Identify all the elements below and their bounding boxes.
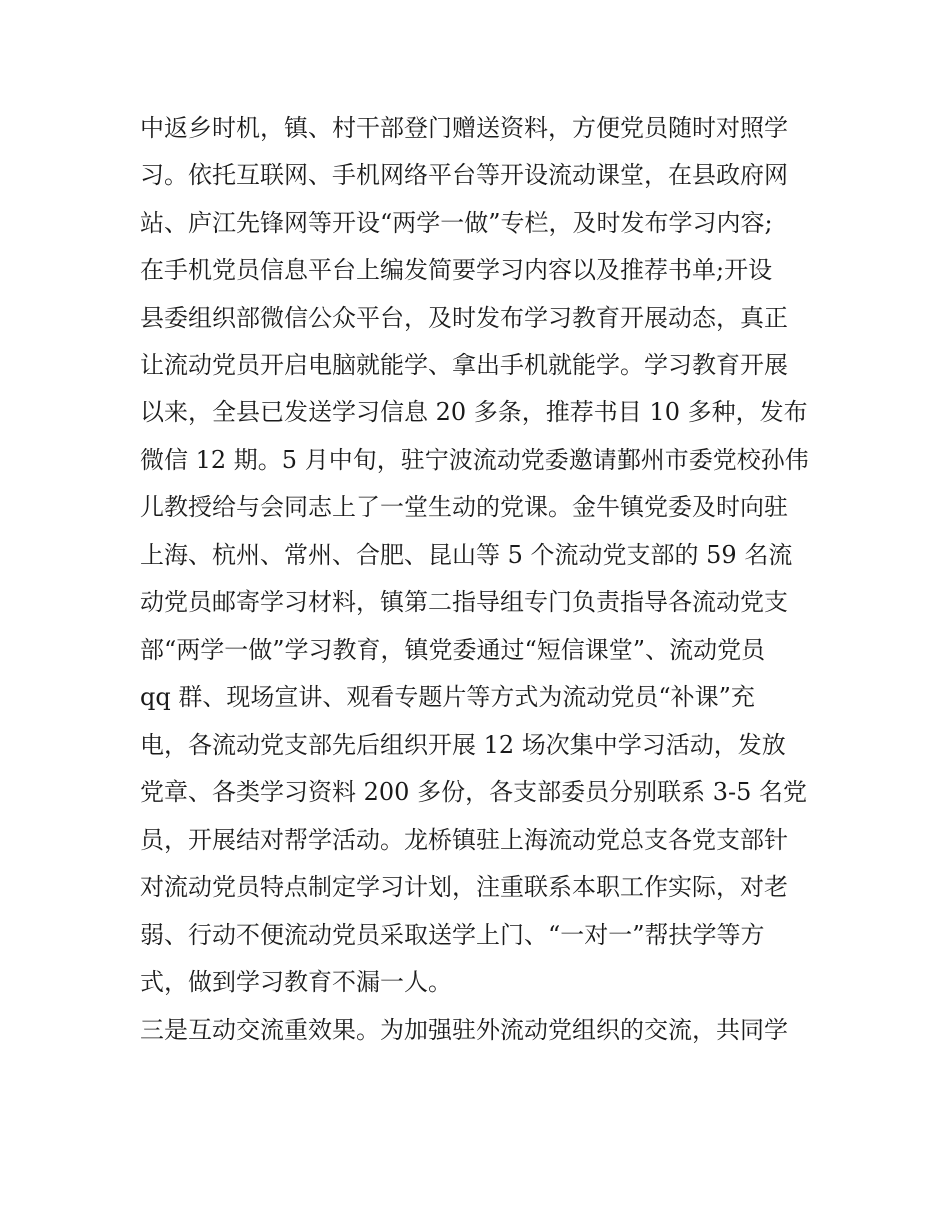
text-line-4: 在手机党员信息平台上编发简要学习内容以及推荐书单;开设 [140,256,773,284]
text-line-18: 弱、行动不便流动党员采取送学上门、“一对一”帮扶学等方 [140,921,765,949]
text-line-19: 式，做到学习教育不漏一人。 [140,968,452,996]
text-line-5: 县委组织部微信公众平台，及时发布学习教育开展动态，真正 [140,304,788,332]
text-line-6: 让流动党员开启电脑就能学、拿出手机就能学。学习教育开展 [140,351,788,379]
text-line-20: 三是互动交流重效果。为加强驻外流动党组织的交流，共同学 [140,1016,788,1044]
text-line-9: 儿教授给与会同志上了一堂生动的党课。金牛镇党委及时向驻 [140,493,788,521]
text-line-16: 员，开展结对帮学活动。龙桥镇驻上海流动党总支各党支部针 [140,826,788,854]
text-line-1: 中返乡时机，镇、村干部登门赠送资料，方便党员随时对照学 [140,114,788,142]
text-line-10: 上海、杭州、常州、合肥、昆山等 5 个流动党支部的 59 名流 [140,541,793,569]
text-line-15: 党章、各类学习资料 200 多份，各支部委员分别联系 3-5 名党 [140,778,807,806]
text-line-13: qq 群、现场宣讲、观看专题片等方式为流动党员“补课”充 [140,683,755,711]
text-line-12: 部“两学一做”学习教育，镇党委通过“短信课堂”、流动党员 [140,636,766,664]
text-line-8: 微信 12 期。5 月中旬，驻宁波流动党委邀请鄞州市委党校孙伟 [140,446,809,474]
text-line-3: 站、庐江先锋网等开设“两学一做”专栏，及时发布学习内容; [140,209,773,237]
text-line-11: 动党员邮寄学习材料，镇第二指导组专门负责指导各流动党支 [140,588,788,616]
text-line-7: 以来，全县已发送学习信息 20 多条，推荐书目 10 多种，发布 [140,398,808,426]
text-line-2: 习。依托互联网、手机网络平台等开设流动课堂，在县政府网 [140,161,788,189]
text-line-14: 电，各流动党支部先后组织开展 12 场次集中学习活动，发放 [140,731,786,759]
text-line-17: 对流动党员特点制定学习计划，注重联系本职工作实际，对老 [140,873,788,901]
